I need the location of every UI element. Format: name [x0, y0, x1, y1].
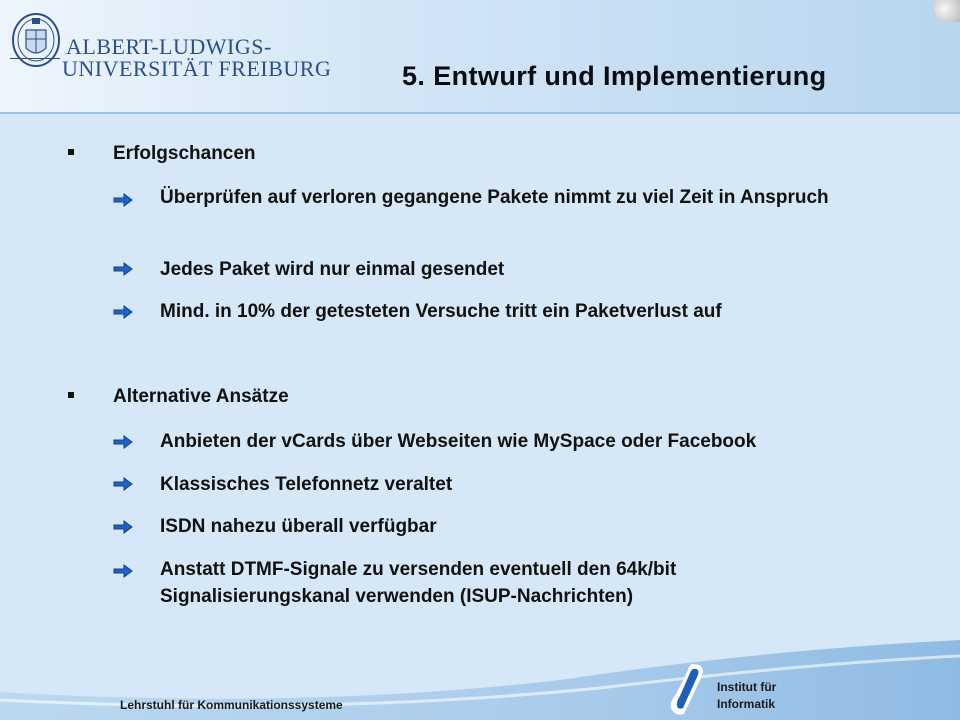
list-item: Anbieten der vCards über Webseiten wie MySpace oder Facebook [160, 431, 757, 452]
square-bullet-icon [68, 149, 74, 155]
arrow-right-icon [112, 192, 134, 208]
footer-institute [717, 679, 776, 713]
arrow-right-icon [112, 304, 134, 320]
arrow-right-icon [112, 261, 134, 277]
university-name-line1: ALBERT-LUDWIGS- [66, 34, 272, 59]
section-heading [68, 386, 289, 408]
list-item: Anstatt DTMF-Signale zu versenden eventuell den 64k/bit Signalisierungskanal verwenden (ISUP-Nachrichten) [160, 559, 677, 607]
arrow-right-icon [112, 476, 134, 492]
institute-logo-icon [662, 660, 708, 716]
arrow-right-icon [112, 563, 134, 579]
footer-chair-name: Lehrstuhl für Kommunikationssysteme [120, 698, 343, 712]
section-heading-text: Erfolgschancen [113, 143, 256, 164]
section-heading [68, 143, 256, 165]
footer-institute-line2: Informatik [717, 697, 776, 711]
section-heading-text: Alternative Ansätze [113, 386, 289, 407]
list-item: Mind. in 10% der getesteten Versuche tritt ein Paketverlust auf [160, 301, 722, 322]
list-item: Klassisches Telefonnetz veraltet [160, 474, 453, 495]
list-item: Überprüfen auf verloren gegangene Pakete nimmt zu viel Zeit in Anspruch [160, 187, 829, 208]
list-item: Jedes Paket wird nur einmal gesendet [160, 259, 505, 280]
list-item: ISDN nahezu überall verfügbar [160, 516, 437, 537]
square-bullet-icon [68, 392, 74, 398]
arrow-right-icon [112, 519, 134, 535]
footer-institute-line1: Institut für [717, 680, 777, 694]
slide-title: 5. Entwurf und Implementierung [402, 61, 827, 91]
arrow-right-icon [112, 434, 134, 450]
university-name-line2: UNIVERSITÄT FREIBURG [62, 56, 332, 81]
